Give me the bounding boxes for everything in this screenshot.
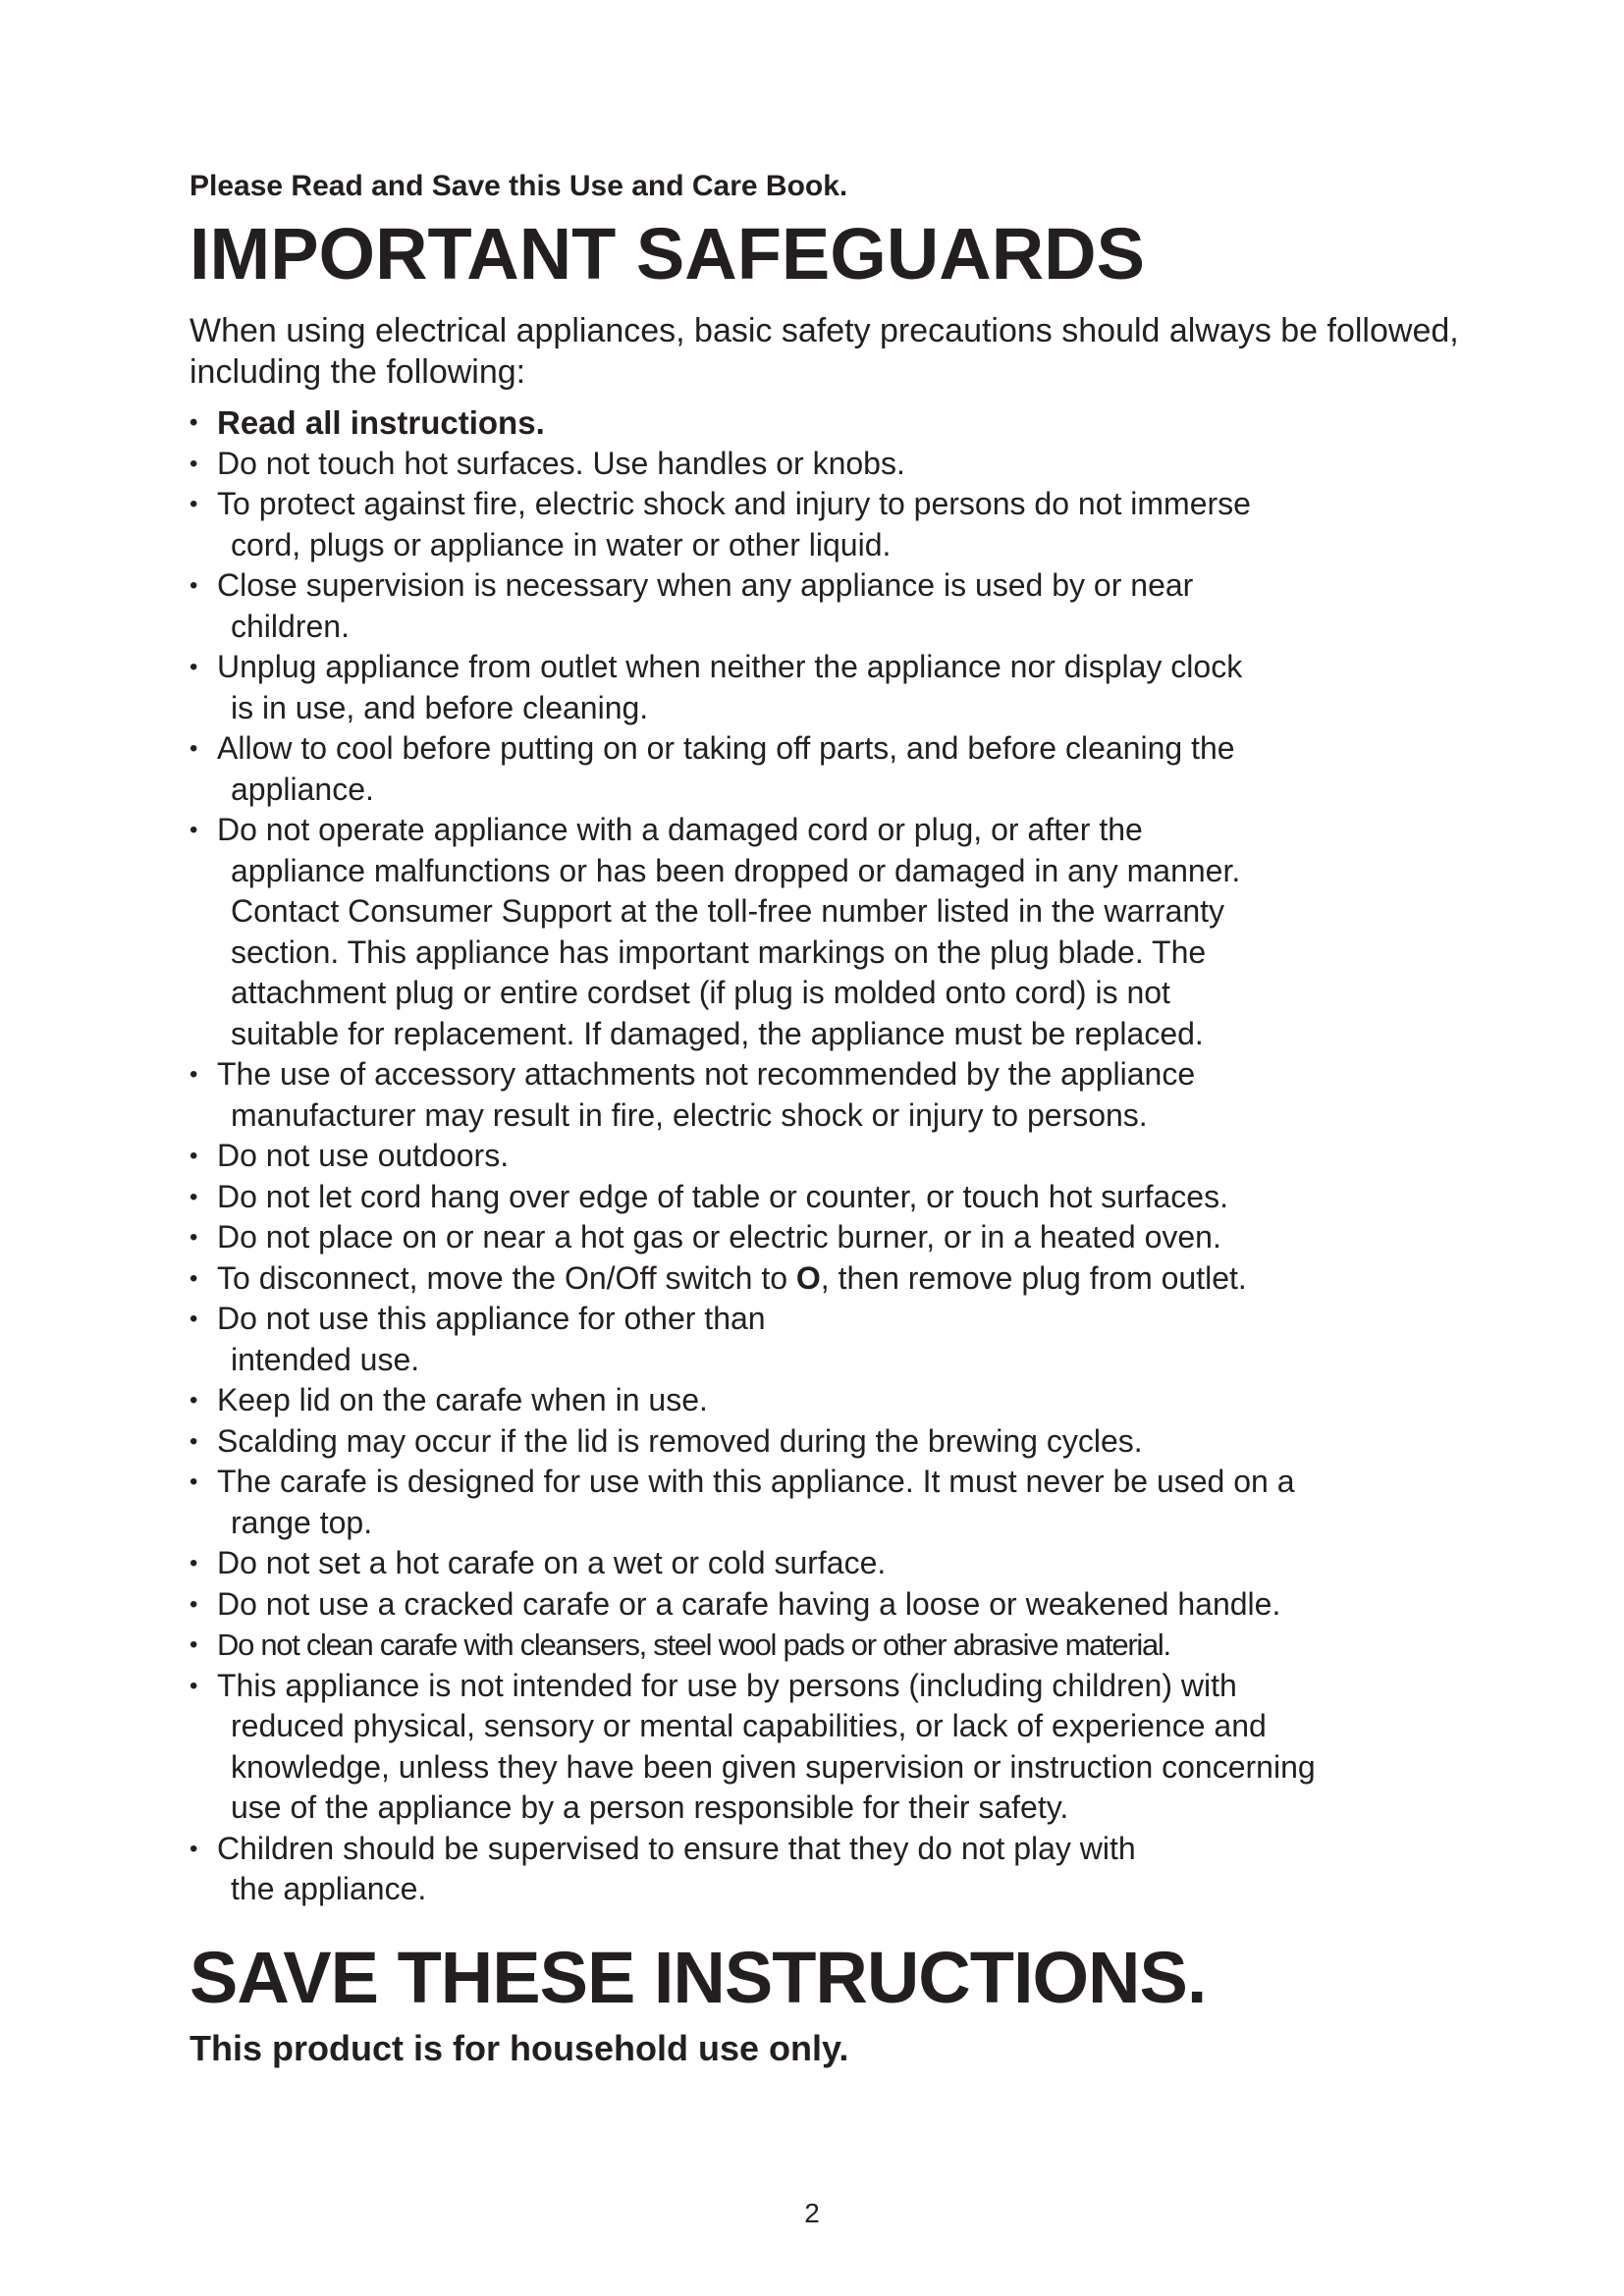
list-item: • Do not use this appliance for other than intended use. <box>189 1301 766 1377</box>
bullet-icon: • <box>189 572 198 599</box>
bullet-icon: • <box>189 1835 198 1862</box>
list-item: • Close supervision is necessary when any appliance is used by or near children. <box>189 567 1194 644</box>
list-item: • To protect against fire, electric shock and injury to persons do not immerse cord, plugs or appliance in water or other liquid. <box>189 486 1251 562</box>
household-use-note: This product is for household use only. <box>189 2027 849 2068</box>
list-item: • Do not operate appliance with a damaged cord or plug, or after the appliance malfunctions or has been dropped or damaged in any manner. Contact Consumer Support at the toll-free number listed in the warranty section. This appliance has important markings on the plug blade. The attachment plug or entire cordset (if plug is molded onto cord) is not suitable for replacement. If damaged, the appliance must be replaced. <box>189 812 1241 1051</box>
list-item: • The use of accessory attachments not recommended by the appliance manufacturer may result in fire, electric shock or injury to persons. <box>189 1056 1196 1133</box>
kicker-text: Please Read and Save this Use and Care Book. <box>189 170 848 202</box>
list-item: • Keep lid on the carafe when in use. <box>189 1380 1466 1421</box>
list-item: • The carafe is designed for use with this appliance. It must never be used on a range top. <box>189 1464 1295 1540</box>
list-item: • Read all instructions. <box>189 402 1466 444</box>
list-item: • This appliance is not intended for use by persons (including children) with reduced physical, sensory or mental capabilities, or lack of experience and knowledge, unless they have been given supervision or instruction concerning use of the appliance by a person responsible for their safety. <box>189 1667 1316 1825</box>
bullet-icon: • <box>189 1264 198 1292</box>
list-item: • Do not clean carafe with cleansers, steel wool pads or other abrasive material. <box>189 1625 1466 1666</box>
list-item: • Do not set a hot carafe on a wet or cold surface. <box>189 1543 1466 1584</box>
bullet-icon: • <box>189 1672 198 1699</box>
bullet-icon: • <box>189 491 198 517</box>
list-item: • Do not touch hot surfaces. Use handles or knobs. <box>189 444 1466 485</box>
bullet-icon: • <box>189 1631 197 1658</box>
save-instructions-heading: SAVE THESE INSTRUCTIONS. <box>189 1936 1207 2018</box>
bullet-icon: • <box>189 1590 198 1618</box>
safeguards-list <box>189 402 1466 1910</box>
bullet-icon: • <box>189 1143 198 1169</box>
bullet-icon: • <box>189 735 198 762</box>
bullet-icon: • <box>189 1387 198 1414</box>
list-item: • Do not use a cracked carafe or a carafe having a loose or weakened handle. <box>189 1584 1466 1626</box>
bullet-icon: • <box>189 1468 198 1495</box>
list-item: • Unplug appliance from outlet when neither the appliance nor display clock is in use, and before cleaning. <box>189 649 1243 725</box>
list-item: • Do not place on or near a hot gas or electric burner, or in a heated oven. <box>189 1217 1466 1258</box>
page-number: 2 <box>804 2198 820 2228</box>
list-item: • Scalding may occur if the lid is removed during the brewing cycles. <box>189 1421 1466 1463</box>
document-page <box>189 167 1466 2071</box>
intro-paragraph: When using electrical appliances, basic safety precautions should always be followed, including the following: <box>189 312 1459 391</box>
bullet-icon: • <box>189 817 198 843</box>
list-item: • Do not let cord hang over edge of table or counter, or touch hot surfaces. <box>189 1177 1466 1218</box>
bullet-icon: • <box>189 1306 198 1332</box>
bullet-icon: • <box>189 1061 198 1088</box>
bullet-icon: • <box>189 1427 198 1455</box>
bullet-icon: • <box>189 1550 198 1576</box>
list-item: • Allow to cool before putting on or taking off parts, and before cleaning the appliance. <box>189 730 1235 807</box>
bullet-icon: • <box>189 1183 198 1210</box>
bullet-icon: • <box>189 450 198 477</box>
list-item: • Children should be supervised to ensure that they do not play with the appliance. <box>189 1830 1136 1906</box>
page-title: IMPORTANT SAFEGUARDS <box>189 213 1145 294</box>
list-item: • To disconnect, move the On/Off switch to O, then remove plug from outlet. <box>189 1258 1466 1300</box>
bullet-icon: • <box>189 409 198 436</box>
bullet-icon: • <box>189 1224 198 1251</box>
off-position-mark: O <box>795 1259 821 1296</box>
bullet-icon: • <box>189 654 198 680</box>
list-item: • Do not use outdoors. <box>189 1136 1466 1177</box>
